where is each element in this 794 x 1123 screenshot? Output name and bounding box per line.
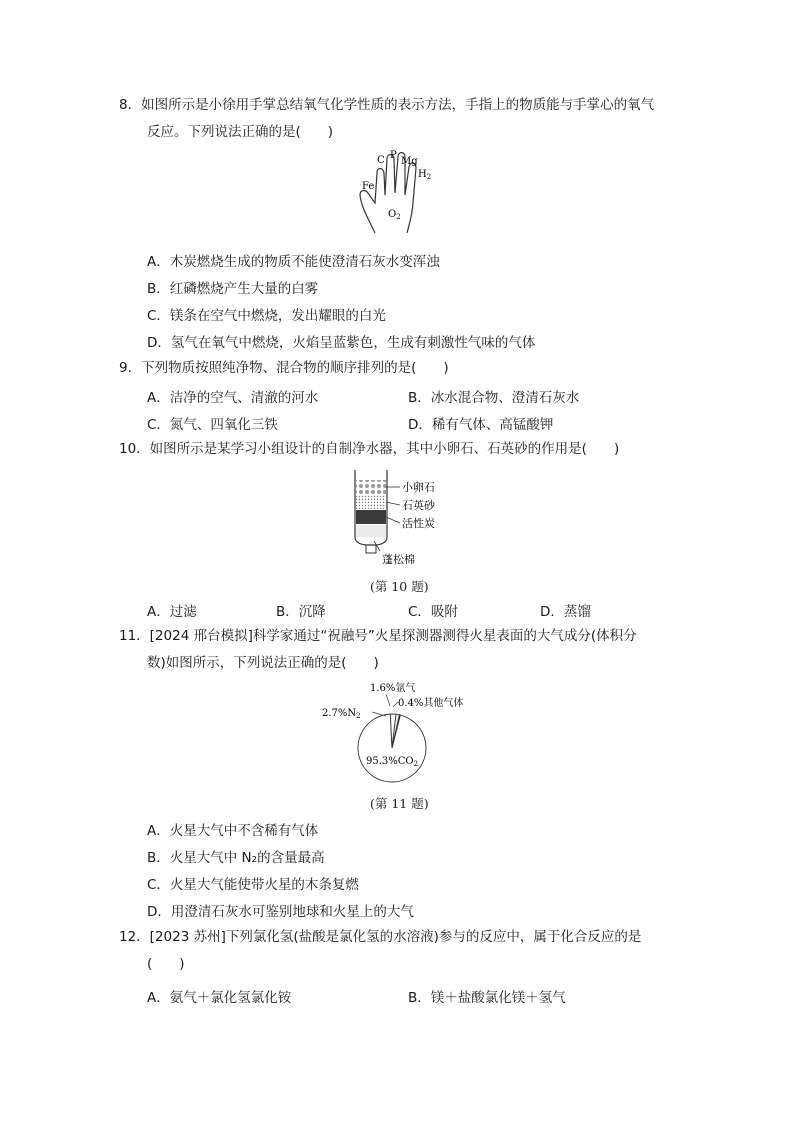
q11-stem-line2: 数)如图所示，下列说法正确的是( ) <box>147 655 379 671</box>
q9-option-d: D．稀有气体、高锰酸钾 <box>408 417 554 433</box>
leader-carbon <box>386 517 400 523</box>
q10-option-c: C．吸附 <box>408 604 458 620</box>
sand-layer <box>356 495 386 509</box>
q10-stem: 10．如图所示是某学习小组设计的自制净水器，其中小卵石、石英砂的作用是( ) <box>119 441 620 457</box>
q12-stem-line2: ( ) <box>147 956 185 972</box>
label-pebble: 小卵石 <box>402 481 435 494</box>
carbon-layer <box>356 510 386 524</box>
pie-leader-argon <box>386 694 390 706</box>
q8-option-a: A．木炭燃烧生成的物质不能使澄清石灰水变浑浊 <box>147 254 440 270</box>
pie-label-other: 0.4%其他气体 <box>398 698 464 709</box>
q9-option-a: A．洁净的空气、清澈的河水 <box>147 390 319 406</box>
q11-option-d: D．用澄清石灰水可鉴别地球和火星上的大气 <box>147 904 414 920</box>
q9-option-c: C．氮气、四氧化三铁 <box>147 417 278 433</box>
q12-stem-line1: 12．[2023 苏州]下列氯化氢(盐酸是氯化氢的水溶液)参与的反应中，属于化合反应的是 <box>119 929 642 945</box>
label-fe: Fe <box>362 181 375 192</box>
label-sand: 石英砂 <box>402 499 435 512</box>
q8-option-d: D．氢气在氧气中燃烧，火焰呈蓝紫色，生成有刺激性气味的气体 <box>147 335 536 351</box>
q12-option-a: A．氨气＋氯化氢氯化铵 <box>147 990 292 1006</box>
hand-figure <box>355 145 455 235</box>
q11-option-a: A．火星大气中不含稀有气体 <box>147 823 319 839</box>
q9-stem: 9．下列物质按照纯净物、混合物的顺序排列的是( ) <box>119 360 449 376</box>
q9-option-b: B．冰水混合物、澄清石灰水 <box>408 390 580 406</box>
q10-caption: (第 10 题) <box>370 579 429 594</box>
label-c: C <box>377 155 385 166</box>
label-carbon: 活性炭 <box>402 517 435 530</box>
pie-label-argon: 1.6%氩气 <box>370 683 416 694</box>
pie-label-n2: $2.7\%N_2$ <box>322 708 361 720</box>
q10-option-a: A．过滤 <box>147 604 197 620</box>
q11-option-b: B．火星大气中 N₂的含量最高 <box>147 850 325 866</box>
q8-option-b: B．红磷燃烧产生大量的白雾 <box>147 281 319 297</box>
pebble-layer <box>356 480 386 494</box>
q8-stem-line1: 8．如图所示是小徐用手掌总结氧气化学性质的表示方法，手指上的物质能与手掌心的氧气 <box>119 97 655 113</box>
q10-option-b: B．沉降 <box>276 604 326 620</box>
leader-cotton <box>374 541 380 551</box>
leader-sand <box>386 502 400 505</box>
mars-atmosphere-pie-chart <box>300 676 500 792</box>
q8-option-c: C．镁条在空气中燃烧，发出耀眼的白光 <box>147 308 386 324</box>
q10-option-d: D．蒸馏 <box>540 604 591 620</box>
q11-caption: (第 11 题) <box>370 796 429 811</box>
pie-label-co2: $95.3\%CO_2$ <box>366 756 419 768</box>
q12-option-b: B．镁＋盐酸氯化镁＋氢气 <box>408 990 566 1006</box>
label-h2: $H_2$ <box>418 169 432 181</box>
q8-stem-line2: 反应。下列说法正确的是( ) <box>147 124 334 140</box>
q11-option-c: C．火星大气能使带火星的木条复燃 <box>147 877 359 893</box>
water-purifier-figure <box>340 465 470 575</box>
label-mg: Mg <box>401 156 418 167</box>
pie-leader-n2 <box>372 712 386 716</box>
label-p: P <box>390 150 397 161</box>
cotton-layer <box>356 525 386 537</box>
label-cotton: 蓬松棉 <box>382 553 415 566</box>
label-o2: $O_2$ <box>388 209 401 221</box>
q11-stem-line1: 11．[2024 邢台模拟]科学家通过“祝融号”火星探测器测得火星表面的大气成分(体积分 <box>119 628 637 644</box>
bottle-neck <box>366 545 376 553</box>
